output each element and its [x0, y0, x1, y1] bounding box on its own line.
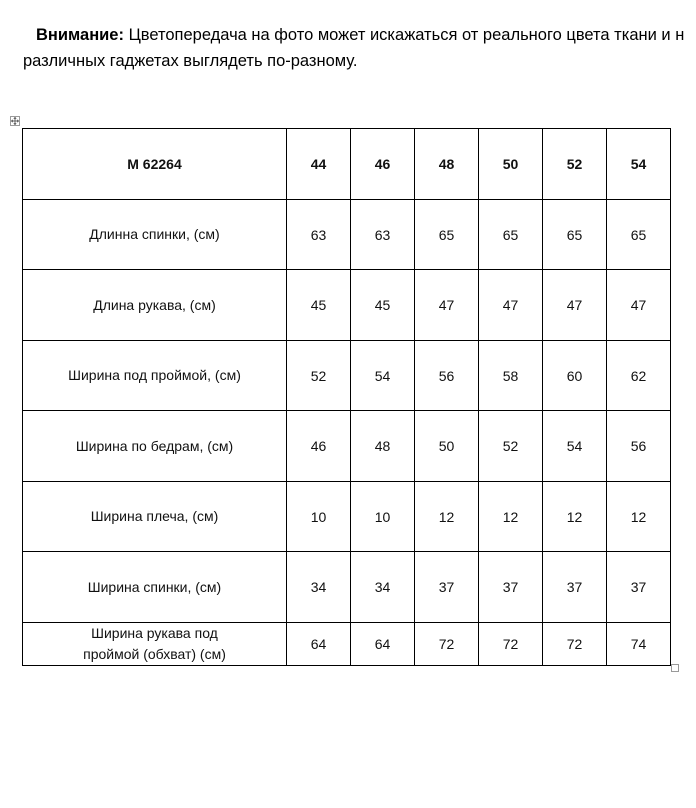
table-cell: 64 [351, 623, 415, 666]
table-cell: 74 [607, 623, 671, 666]
table-cell: 72 [415, 623, 479, 666]
notice-bold-label: Внимание: [36, 26, 124, 44]
table-header-row [23, 129, 671, 200]
table-cell: 58 [479, 341, 543, 411]
table-row [23, 411, 671, 482]
table-cell: 37 [415, 552, 479, 623]
notice-paragraph [0, 22, 696, 74]
table-cell: 37 [479, 552, 543, 623]
table-cell: 65 [415, 200, 479, 270]
table-cell: 56 [607, 411, 671, 482]
table-cell: 50 [415, 411, 479, 482]
table-row [23, 623, 671, 666]
table-cell: 52 [287, 341, 351, 411]
notice-text: Цветопередача на фото может искажаться от реального цвета ткани и н [123, 26, 685, 44]
size-header: 54 [607, 129, 671, 200]
table-cell: 47 [543, 270, 607, 341]
table-row [23, 552, 671, 623]
table-cell: 34 [287, 552, 351, 623]
table-cell: 12 [607, 482, 671, 552]
row-label: Длинна спинки, (см) [23, 200, 287, 270]
row-label: Ширина плеча, (см) [23, 482, 287, 552]
table-row [23, 200, 671, 270]
table-cell: 65 [543, 200, 607, 270]
table-cell: 12 [479, 482, 543, 552]
table-row [23, 341, 671, 411]
table-cell: 72 [543, 623, 607, 666]
table-cell: 48 [351, 411, 415, 482]
resize-square-icon[interactable] [671, 664, 679, 672]
table-cell: 46 [287, 411, 351, 482]
row-label: Ширина по бедрам, (см) [23, 411, 287, 482]
size-header: 46 [351, 129, 415, 200]
size-header: 44 [287, 129, 351, 200]
table-cell: 47 [415, 270, 479, 341]
row-label-line: проймой (обхват) (см) [83, 646, 226, 662]
move-arrows-icon[interactable] [10, 116, 20, 126]
model-number: M 62264 [23, 129, 287, 200]
table-cell: 63 [287, 200, 351, 270]
table-cell: 47 [607, 270, 671, 341]
notice-line-1 [0, 22, 696, 48]
size-table [22, 128, 671, 666]
table-cell: 10 [351, 482, 415, 552]
table-row [23, 482, 671, 552]
table-cell: 45 [351, 270, 415, 341]
size-header: 52 [543, 129, 607, 200]
table-cell: 12 [543, 482, 607, 552]
row-label-line: Ширина рукава под [91, 625, 218, 641]
size-header: 48 [415, 129, 479, 200]
table-cell: 37 [607, 552, 671, 623]
table-cell: 64 [287, 623, 351, 666]
row-label: Ширина под проймой, (см) [23, 341, 287, 411]
table-cell: 10 [287, 482, 351, 552]
table-cell: 12 [415, 482, 479, 552]
table-row [23, 270, 671, 341]
table-cell: 37 [543, 552, 607, 623]
table-cell: 60 [543, 341, 607, 411]
table-cell: 65 [607, 200, 671, 270]
table-cell: 63 [351, 200, 415, 270]
table-cell: 65 [479, 200, 543, 270]
table-cell: 62 [607, 341, 671, 411]
table-cell: 54 [351, 341, 415, 411]
table-cell: 45 [287, 270, 351, 341]
row-label: Ширина спинки, (см) [23, 552, 287, 623]
table-cell: 56 [415, 341, 479, 411]
notice-line-2: различных гаджетах выглядеть по-разному. [23, 52, 358, 70]
table-cell: 47 [479, 270, 543, 341]
table-cell: 52 [479, 411, 543, 482]
row-label: Длина рукава, (см) [23, 270, 287, 341]
table-cell: 72 [479, 623, 543, 666]
table-cell: 54 [543, 411, 607, 482]
row-label [23, 623, 287, 666]
size-header: 50 [479, 129, 543, 200]
table-cell: 34 [351, 552, 415, 623]
